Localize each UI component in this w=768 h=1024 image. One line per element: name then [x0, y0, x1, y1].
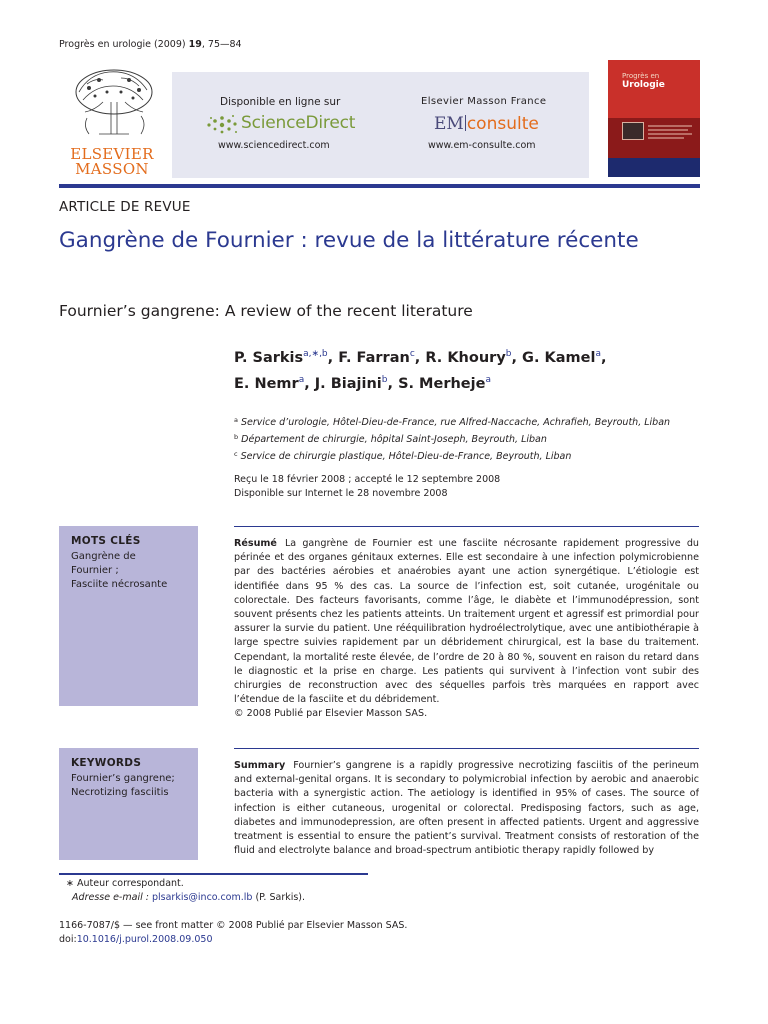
sciencedirect-name: ScienceDirect	[241, 113, 356, 133]
author-affiliation-sup[interactable]: a,∗,b	[303, 349, 328, 359]
affiliation-text: Service de chirurgie plastique, Hôtel-Dieu-de-France, Beyrouth, Liban	[240, 451, 572, 462]
affiliations	[234, 413, 670, 464]
summary-lead: Summary	[234, 760, 286, 771]
journal-cover-thumbnail	[608, 60, 700, 177]
cover-title-line2: Urologie	[622, 80, 665, 90]
em-suffix: consulte	[466, 114, 539, 134]
author-name: P. Sarkis	[234, 350, 304, 366]
author-affiliation-sup[interactable]: c	[409, 349, 415, 359]
issn-line: 1166-7087/$ — see front matter © 2008 Publié par Elsevier Masson SAS.	[59, 920, 408, 931]
email-owner: (P. Sarkis).	[255, 892, 306, 903]
affiliation-sup: c	[234, 450, 238, 458]
keywords-en-heading: KEYWORDS	[71, 757, 142, 769]
author-list: P. Sarkis$^{a,∗,b}$, F. Farran$^c$, R. Khoury$^b$, G. Kamel$^a$, E. Nemr$^a$, J. Biajini$^b$, S. Merheje$^a$	[234, 349, 607, 392]
em-consulte-url[interactable]: www.em-consulte.com	[428, 140, 536, 151]
em-consulte-label: Elsevier Masson France	[421, 96, 547, 107]
keyword: Fournier’s gangrene;	[71, 773, 175, 784]
summary-abstract	[234, 759, 699, 857]
resume-copyright: © 2008 Publié par Elsevier Masson SAS.	[234, 708, 428, 720]
keywords-en-box	[59, 748, 198, 860]
affiliation-sup: a	[234, 416, 238, 424]
keywords-fr-box	[59, 526, 198, 706]
email-label: Adresse e-mail :	[72, 892, 149, 903]
author-affiliation-sup[interactable]: b	[381, 375, 388, 385]
corresponding-author-footnote	[66, 877, 305, 905]
cover-title-line1: Progrès en	[622, 72, 660, 80]
author-name: J. Biajini	[314, 376, 382, 392]
author-affiliation-sup[interactable]: a	[298, 375, 305, 385]
sciencedirect-dots-icon	[205, 112, 241, 136]
sciencedirect-label: Disponible en ligne sur	[220, 96, 341, 108]
keyword: Fasciite nécrosante	[71, 579, 168, 590]
author-name: G. Kamel	[522, 350, 596, 366]
keyword: Necrotizing fasciitis	[71, 787, 169, 798]
journal-reference	[59, 39, 242, 50]
journal-pages: , 75—84	[201, 39, 242, 50]
article-title: Gangrène de Fournier : revue de la littérature récente	[59, 228, 639, 253]
footnote-corresponding: Auteur correspondant.	[77, 878, 184, 889]
summary-top-rule	[234, 748, 699, 749]
header-rule	[59, 184, 700, 188]
journal-ref-prefix: Progrès en urologie (2009)	[59, 39, 189, 50]
front-matter-info	[59, 919, 407, 947]
resume-abstract	[234, 537, 699, 722]
author-name: S. Merheje	[398, 376, 486, 392]
affiliation	[234, 430, 670, 447]
cover-text-lines	[648, 124, 692, 140]
doi-label: doi:	[59, 934, 77, 945]
publisher-name-line2: MASSON	[75, 160, 149, 178]
article-dates	[234, 473, 500, 501]
article-type: ARTICLE DE REVUE	[59, 199, 191, 215]
sciencedirect-url[interactable]: www.sciencedirect.com	[218, 140, 330, 151]
affiliation	[234, 413, 670, 430]
author-email-link[interactable]: plsarkis@inco.com.lb	[151, 892, 253, 903]
author-name: E. Nemr	[234, 376, 299, 392]
summary-text: Fournier’s gangrene is a rapidly progressive necrotizing fasciitis of the perineum and external-genital organs. It is secondary to polymicrobial infection by aerobic and anaerobic bacteria with a synergistic action. The aetiology is identified in 95% of cases. The source of infection is either cutaneous, urogenital or colorectal. Predisposing factors, such as age, diabetes and immunodepression, are often present in affected patients. Urgent and aggressive treatment is essential to ensure the patient’s survival. Treatment consists of restoration of the fluid and electrolyte balance and broad-spectrum antibiotic therapy rapidly followed by	[234, 760, 699, 857]
publisher-name-line1: ELSEVIER	[70, 145, 154, 163]
author-affiliation-sup[interactable]: a	[485, 375, 491, 385]
keyword: Gangrène de	[71, 551, 136, 562]
keywords-fr-list	[71, 550, 198, 592]
keyword: Fournier ;	[71, 565, 119, 576]
affiliation-text: Département de chirurgie, hôpital Saint-Joseph, Beyrouth, Liban	[241, 434, 547, 445]
doi-link[interactable]: 10.1016/j.purol.2008.09.050	[76, 934, 213, 945]
em-consulte-logo	[434, 114, 539, 134]
author-name: F. Farran	[338, 350, 410, 366]
keywords-en-list	[71, 772, 198, 800]
cover-image	[622, 122, 644, 140]
footnote-marker: ∗	[66, 878, 74, 889]
em-divider	[465, 115, 466, 131]
author-name: R. Khoury	[425, 350, 506, 366]
em-prefix: EM	[434, 114, 464, 134]
footnote-rule	[59, 873, 368, 875]
resume-text: La gangrène de Fournier est une fasciite nécrosante rapidement progressive du périnée et des organes génitaux externes. Elle est secondaire à une infection polymicrobienne par des bactéries aérobies et anaérobies ayant une action synergétique. L’étiologie est identifiée dans 95 % des cas. La source de l’infection est, soit cutanée, urogénitale ou colorectale. Des facteurs favorisants, comme l’âge, le diabète et l’immunodépression, sont souvent présents chez les patients atteints. Un traitement urgent et agressif est primordial pour assurer la survie du patient. Une rééquilibration hydroélectrolytique, avec une antibiothérapie à large spectre suivies rapidement par un débridement chirurgical, est la base du traitement. Cependant, la mortalité reste élevée, de l’ordre de 20 à 80 %, souvent en raison du retard dans le diagnostic et la prise en charge. Les patients qui survivent à l’infection vont subir des chirurgies de reconstruction avec des séquelles parfois très marquées en rapport avec l’étendue de la fasciite et du débridement.	[234, 538, 699, 706]
author-affiliation-sup[interactable]: b	[505, 349, 512, 359]
resume-lead: Résumé	[234, 538, 277, 549]
resume-top-rule	[234, 526, 699, 527]
affiliation-sup: b	[234, 433, 239, 441]
author-affiliation-sup[interactable]: a	[595, 349, 601, 359]
journal-volume: 19	[188, 39, 202, 50]
keywords-fr-heading: MOTS CLÉS	[71, 535, 141, 547]
affiliation-text: Service d’urologie, Hôtel-Dieu-de-France, rue Alfred-Naccache, Achrafieh, Beyrouth, Liban	[241, 417, 671, 428]
elsevier-masson-wordmark	[62, 147, 162, 177]
received-date: Reçu le 18 février 2008 ; accepté le 12 septembre 2008	[234, 474, 501, 485]
article-subtitle: Fournier’s gangrene: A review of the recent literature	[59, 302, 473, 320]
cover-footer-band	[608, 158, 700, 177]
affiliation	[234, 447, 670, 464]
online-date: Disponible sur Internet le 28 novembre 2008	[234, 488, 448, 499]
